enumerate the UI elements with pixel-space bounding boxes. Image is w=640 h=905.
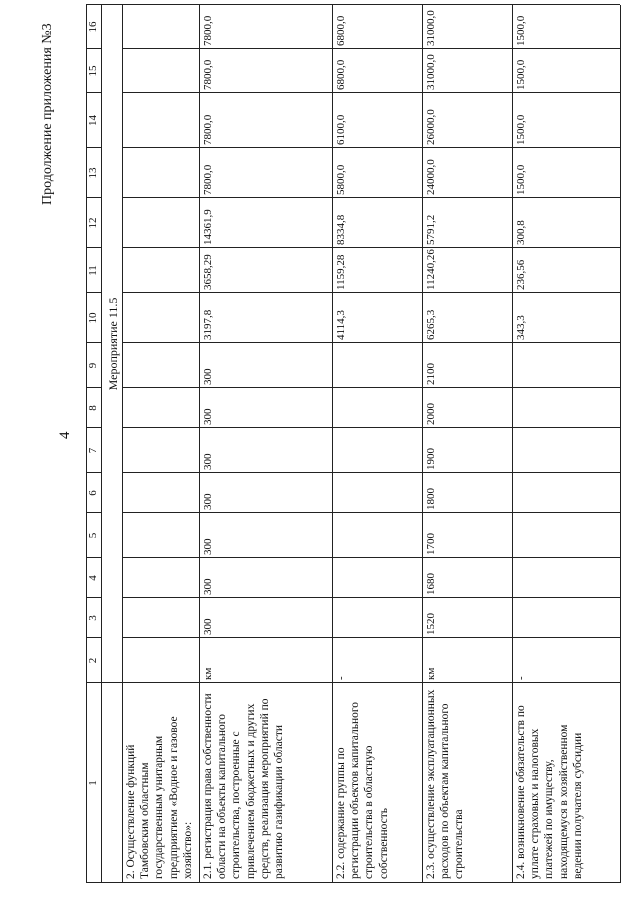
row-description: 2.4. возникновение обязательств по уплате страховых и налоговых платежей по имуществу, находящемуся в хозяйственном ведении получателя субсидии (515, 705, 584, 879)
table-cell: 1520 (425, 613, 437, 635)
table-hline (332, 5, 333, 883)
table-header-cell: 7 (87, 447, 99, 454)
table-header-cell: 4 (87, 575, 99, 581)
table-hline (512, 5, 513, 883)
table-cell: 1500,0 (515, 164, 527, 195)
table-cell: 1800 (425, 488, 437, 510)
table-header-cell: 14 (87, 115, 99, 126)
table-hline (122, 5, 123, 883)
table-header-cell: 3 (87, 615, 99, 621)
table-header-cell: 11 (87, 265, 99, 276)
table-cell: 5791,2 (425, 214, 437, 245)
table-cell: 26000,0 (425, 109, 437, 145)
table-cell: 1680 (425, 573, 437, 595)
table-hline (199, 5, 200, 883)
table-cell: 236,56 (515, 259, 527, 290)
table-hline (101, 5, 102, 883)
table-cell: 31000,0 (425, 10, 437, 46)
table-header-cell: 9 (87, 362, 99, 369)
table-vline (86, 4, 620, 5)
table-vline (86, 882, 620, 883)
table-cell: 3197,8 (202, 309, 214, 340)
table-cell: км (425, 667, 437, 680)
table-vline (122, 292, 620, 293)
table-cell: км (202, 667, 214, 680)
table-header-cell: 12 (87, 217, 99, 229)
table-header-cell: 2 (87, 657, 99, 664)
table-hline (422, 5, 423, 883)
table-cell: 7800,0 (202, 114, 214, 145)
table-cell: 300 (202, 453, 214, 470)
table-cell: 1500,0 (515, 15, 527, 46)
table-header-cell: 1 (87, 780, 99, 786)
table-cell: 300 (202, 408, 214, 425)
table-vline (122, 48, 620, 49)
table-vline (122, 387, 620, 388)
table-cell: 1700 (425, 533, 437, 555)
table-vline (122, 472, 620, 473)
table-vline (122, 637, 620, 638)
table-cell: 343,3 (515, 315, 527, 340)
table-cell: 1900 (425, 448, 437, 470)
table-cell: 2100 (425, 363, 437, 385)
continuation-label: Продолжение приложения №3 (40, 23, 55, 205)
table-vline (122, 342, 620, 343)
table-hline (620, 5, 621, 883)
table-cell: 6100,0 (335, 114, 347, 145)
table-cell: 14361,9 (202, 209, 214, 245)
table-header-cell: 5 (87, 532, 99, 539)
row-description: 2. Осуществление функций Тамбовским областным государственным унитарным предприятием «Водное и газовое хозяйство»: (125, 716, 194, 879)
table-cell: 7800,0 (202, 15, 214, 46)
page-number: 4 (57, 431, 73, 439)
table-vline (122, 197, 620, 198)
table-cell: 24000,0 (425, 159, 437, 195)
section-title: Мероприятие 11.5 (106, 297, 120, 391)
row-description: 2.2. содержание группы по регистрации объектов капитального строительства в областную собственность (335, 701, 390, 879)
table-header-cell: 6 (87, 490, 99, 496)
table-cell: 7800,0 (202, 164, 214, 195)
table-cell: 3658,29 (202, 254, 214, 290)
row-description: 2.3. осуществление эксплуатационных расходов по объектам капитального строительства (425, 689, 466, 879)
table-cell: 6265,3 (425, 309, 437, 340)
table-cell: 300 (202, 578, 214, 595)
table-header-cell: 15 (87, 65, 99, 77)
table-vline (122, 597, 620, 598)
table-cell: 7800,0 (202, 59, 214, 90)
table-vline (122, 427, 620, 428)
table-header-cell: 13 (87, 167, 99, 179)
table-vline (122, 247, 620, 248)
table-cell: - (515, 676, 527, 680)
table-cell: 31000,0 (425, 54, 437, 90)
table-header-cell: 16 (87, 21, 99, 33)
table-cell: 300 (202, 493, 214, 510)
table-cell: - (335, 676, 347, 680)
table-cell: 5800,0 (335, 164, 347, 195)
table-vline (122, 92, 620, 93)
table-cell: 1159,28 (335, 254, 347, 290)
table-cell: 300 (202, 368, 214, 385)
table-cell: 300 (202, 538, 214, 555)
table-vline (122, 147, 620, 148)
table-header-cell: 10 (87, 312, 99, 324)
table-cell: 300,8 (515, 220, 527, 245)
table-vline (122, 512, 620, 513)
table-cell: 300 (202, 618, 214, 635)
table-cell: 1500,0 (515, 59, 527, 90)
table-cell: 11240,26 (425, 249, 437, 290)
row-description: 2.1. регистрация права собственности области на объекты капитального строительства, построенные с привлечением бюджетных и других средств, реализация мероприятий по развитию газификации области (202, 693, 286, 879)
table-header-cell: 8 (87, 405, 99, 411)
table-cell: 4114,3 (335, 310, 347, 340)
table-vline (122, 557, 620, 558)
table-cell: 2000 (425, 403, 437, 425)
table-cell: 1500,0 (515, 114, 527, 145)
table-cell: 8334,8 (335, 214, 347, 245)
table-cell: 6800,0 (335, 15, 347, 46)
table-vline (86, 682, 620, 683)
table-cell: 6800,0 (335, 59, 347, 90)
